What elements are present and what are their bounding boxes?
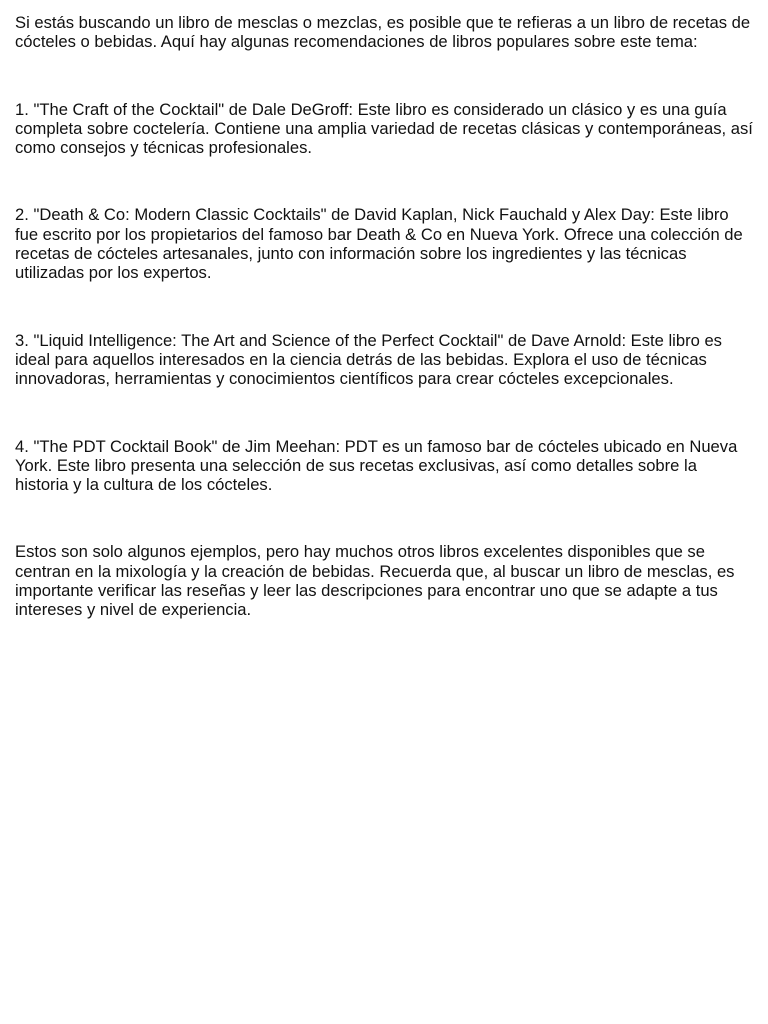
paragraph-spacer xyxy=(15,494,753,542)
closing-paragraph: Estos son solo algunos ejemplos, pero hay muchos otros libros excelentes disponibles que se centran en la mixología y la creación de bebidas. Recuerda que, al buscar un libro de mesclas, es importante verificar las reseñas y leer las descripciones para encontrar uno que se adapte a tus intereses y nivel de experiencia. xyxy=(15,542,735,620)
paragraph-spacer xyxy=(15,52,753,100)
document-body xyxy=(15,13,753,620)
recommendation-item-2: 2. "Death & Co: Modern Classic Cocktails" de David Kaplan, Nick Fauchald y Alex Day: Este libro fue escrito por los propietarios del famoso bar Death & Co en Nueva York. Ofrece una colección de recetas de cócteles artesanales, junto con información sobre los ingredientes y las técnicas utilizadas por los expertos. xyxy=(15,205,743,283)
recommendation-item-1: 1. "The Craft of the Cocktail" de Dale DeGroff: Este libro es considerado un clásico y es una guía completa sobre coctelería. Contiene una amplia variedad de recetas clásicas y contemporáneas, así como consejos y técnicas profesionales. xyxy=(15,99,753,158)
paragraph-spacer xyxy=(15,283,753,331)
recommendation-item-4: 4. "The PDT Cocktail Book" de Jim Meehan: PDT es un famoso bar de cócteles ubicado en Nueva York. Este libro presenta una selección de sus recetas exclusivas, así como detalles sobre la historia y la cultura de los cócteles. xyxy=(15,436,738,495)
intro-paragraph: Si estás buscando un libro de mesclas o mezclas, es posible que te refieras a un libro de recetas de cócteles o bebidas. Aquí hay algunas recomendaciones de libros populares sobre este tema: xyxy=(15,13,751,52)
recommendation-item-3: 3. "Liquid Intelligence: The Art and Science of the Perfect Cocktail" de Dave Arnold: Este libro es ideal para aquellos interesados en la ciencia detrás de las bebidas. Explora el uso de técnicas innovadoras, herramientas y conocimientos científicos para crear cócteles excepcionales. xyxy=(15,330,722,389)
paragraph-spacer xyxy=(15,389,753,437)
paragraph-spacer xyxy=(15,157,753,205)
